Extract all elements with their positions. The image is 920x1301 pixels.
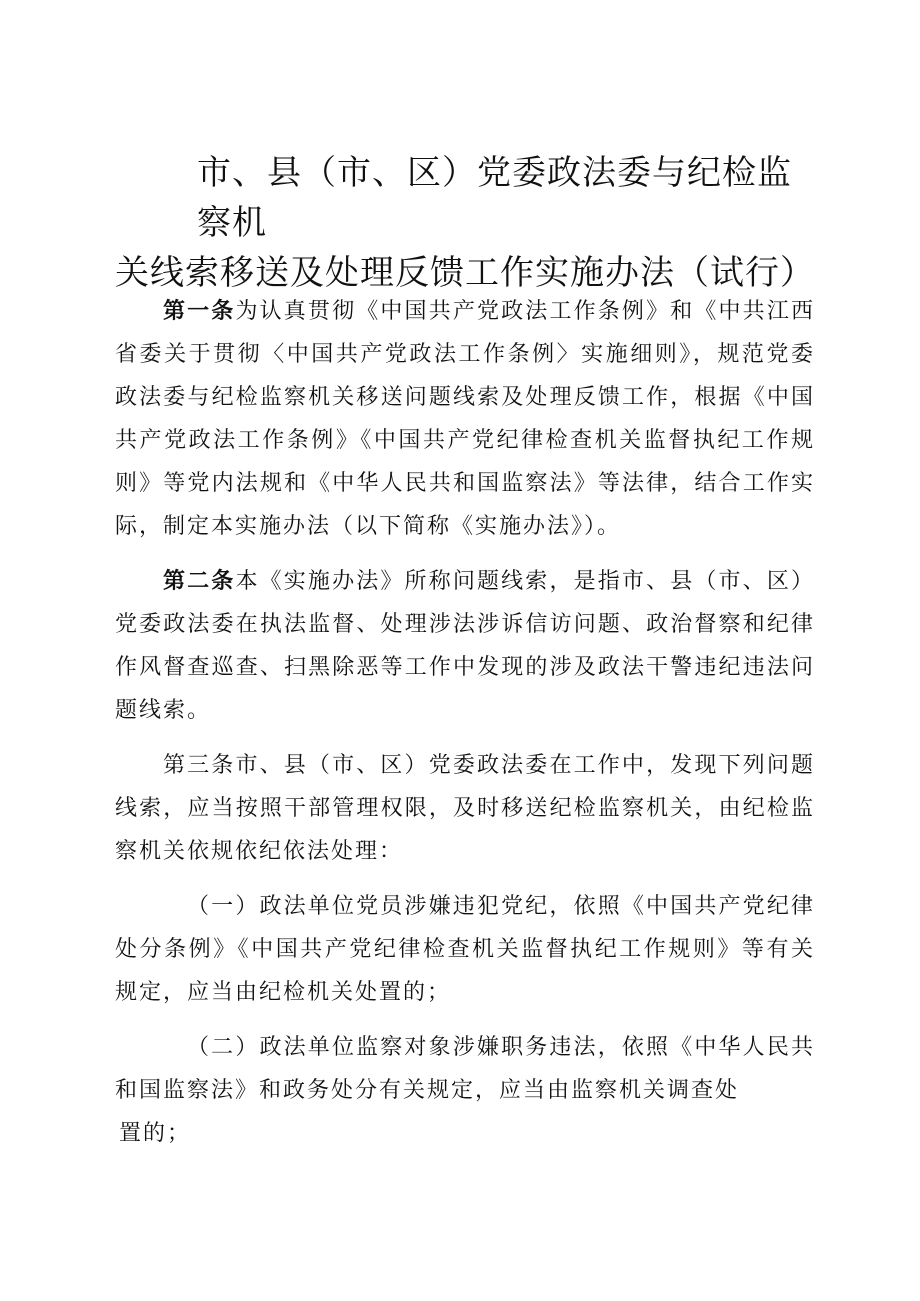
article-3-item-2-text: （二）政法单位监察对象涉嫌职务违法，依照《中华人民共和国监察法》和政务处分有关规定，应当由监察机关调查处 xyxy=(115,1035,815,1103)
article-2 xyxy=(115,560,815,732)
title-line-2: 关线索移送及处理反馈工作实施办法（试行） xyxy=(115,253,815,293)
article-1-label: 第一条 xyxy=(163,298,236,324)
article-3-item-1: （一）政法单位党员涉嫌违犯党纪，依照《中国共产党纪律处分条例》《中国共产党纪律检查机关监督执纪工作规则》等有关规定，应当由纪检机关处置的； xyxy=(115,894,815,1005)
article-2-label: 第二条 xyxy=(163,568,236,594)
document-title xyxy=(115,148,815,298)
article-1-text: 为认真贯彻《中国共产党政法工作条例》和《中共江西省委关于贯彻〈中国共产党政法工作条例〉实施细则》，规范党委政法委与纪检监察机关移送问题线索及处理反馈工作，根据《中国共产党政法工作条例》《中国共产党纪律检查机关监督执纪工作规则》等党内法规和《中华人民共和国监察法》等法律，结合工作实际，制定本实施办法（以下简称《实施办法》）。 xyxy=(115,299,815,539)
title-line-1: 市、县（市、区）党委政法委与纪检监察机 xyxy=(197,153,792,243)
article-3-item-2-tail: 置的； xyxy=(119,1121,192,1146)
article-2-text: 本《实施办法》所称问题线索，是指市、县（市、区）党委政法委在执法监督、处理涉法涉诉信访问题、政治督察和纪律作风督查巡查、扫黑除恶等工作中发现的涉及政法干警违纪违法问题线索。 xyxy=(115,569,815,723)
article-3 xyxy=(115,744,815,873)
document-body xyxy=(115,290,815,1167)
article-3-text: 市、县（市、区）党委政法委在工作中，发现下列问题线索，应当按照干部管理权限，及时移送纪检监察机关，由纪检监察机关依规依纪依法处理： xyxy=(115,753,815,864)
article-1 xyxy=(115,290,815,548)
article-3-item-2 xyxy=(115,1026,815,1155)
article-3-label: 第三条 xyxy=(163,753,236,778)
